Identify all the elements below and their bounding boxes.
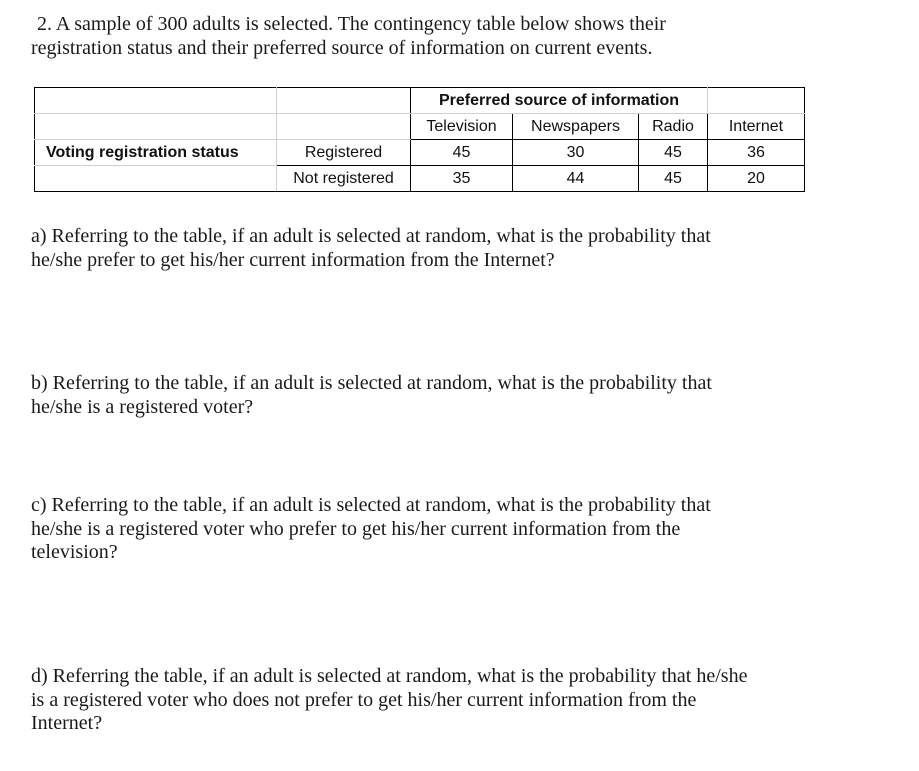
cell-registered-internet: 36 [708,140,805,166]
row-group-empty-cell [35,166,277,192]
colhead-empty-cell-2 [277,114,411,140]
question-a-line-2: he/she prefer to get his/her current information from the Internet? [31,248,555,271]
cell-not-registered-internet: 20 [708,166,805,192]
cell-registered-radio: 45 [639,140,708,166]
column-header-radio: Radio [639,114,708,140]
question-c [31,494,891,565]
row-group-label: Voting registration status [35,140,277,166]
header-empty-cell-2 [277,88,411,114]
question-d [31,665,891,736]
question-a [31,225,891,272]
group-header: Preferred source of information [411,88,708,114]
cell-not-registered-newspapers: 44 [513,166,639,192]
question-b [31,372,891,419]
column-header-newspapers: Newspapers [513,114,639,140]
question-c-line-1: c) Referring to the table, if an adult is selected at random, what is the probability that [31,494,711,516]
question-b-line-1: b) Referring to the table, if an adult is selected at random, what is the probability that [31,372,712,394]
colhead-empty-cell-1 [35,114,277,140]
header-empty-cell-1 [35,88,277,114]
column-header-internet: Internet [708,114,805,140]
question-c-line-2: he/she is a registered voter who prefer to get his/her current information from the [31,517,681,540]
question-d-line-1: d) Referring the table, if an adult is selected at random, what is the probability that he/she [31,665,748,687]
cell-not-registered-radio: 45 [639,166,708,192]
question-b-line-2: he/she is a registered voter? [31,395,254,418]
table-row-not-registered [35,166,805,192]
table-row-registered [35,140,805,166]
intro-line-1: 2. A sample of 300 adults is selected. The contingency table below shows their [37,13,666,35]
problem-intro [31,12,891,60]
question-d-line-3: Internet? [31,712,103,734]
cell-registered-television: 45 [411,140,513,166]
contingency-table [34,87,805,192]
row-label-registered: Registered [277,140,411,166]
header-empty-cell-3 [708,88,805,114]
question-c-line-3: television? [31,541,118,563]
cell-registered-newspapers: 30 [513,140,639,166]
column-header-television: Television [411,114,513,140]
question-d-line-2: is a registered voter who does not prefer to get his/her current information from the [31,688,697,711]
cell-not-registered-television: 35 [411,166,513,192]
intro-line-2: registration status and their preferred source of information on current events. [31,37,653,59]
table-header-row [35,88,805,114]
column-header-row [35,114,805,140]
row-label-not-registered: Not registered [277,166,411,192]
question-a-line-1: a) Referring to the table, if an adult is selected at random, what is the probability that [31,225,711,247]
